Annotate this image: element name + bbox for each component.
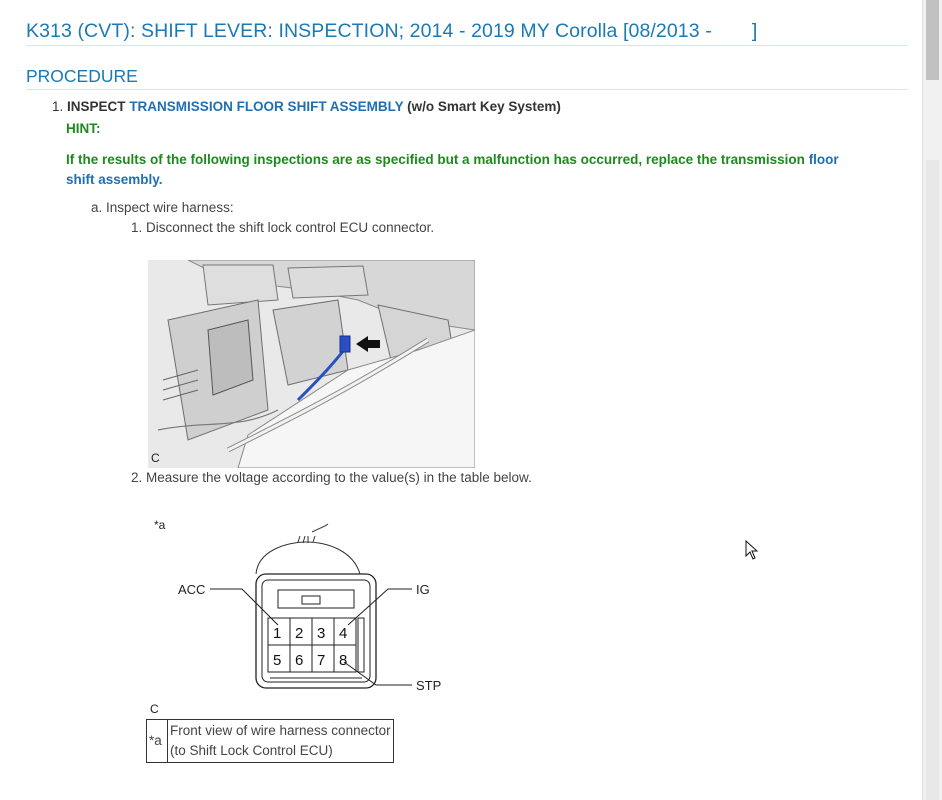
scrollbar-track[interactable] — [926, 160, 939, 800]
illustration-code: C — [151, 451, 160, 465]
transmission-floor-shift-assembly-link[interactable]: TRANSMISSION FLOOR SHIFT ASSEMBLY — [129, 99, 404, 114]
substep-a: a. Inspect wire harness: — [91, 200, 234, 215]
step-1 — [52, 99, 561, 114]
scrollbar-thumb[interactable] — [926, 0, 939, 80]
label-ig: IG — [416, 582, 430, 597]
step-1-suffix: (w/o Smart Key System) — [407, 99, 561, 114]
hint-body: If the results of the following inspections are as specified but a malfunction has occurred, replace the transmission — [66, 152, 805, 167]
mouse-cursor-icon — [745, 540, 759, 560]
step-1-prefix: INSPECT — [67, 99, 126, 114]
section-heading-procedure: PROCEDURE — [26, 66, 908, 90]
pin-4: 4 — [339, 625, 348, 642]
legend-line-1: Front view of wire harness connector — [170, 723, 391, 738]
label-acc: ACC — [178, 582, 206, 597]
legend-key: *a — [147, 720, 168, 763]
document-title-end: ] — [751, 20, 758, 42]
diagram-marker: *a — [154, 518, 166, 532]
substep-1: 1. Disconnect the shift lock control ECU connector. — [131, 220, 435, 235]
substep-2: 2. Measure the voltage according to the value(s) in the table below. — [131, 470, 532, 485]
legend-description — [168, 720, 394, 763]
legend-line-2: (to Shift Lock Control ECU) — [170, 743, 333, 758]
document-title-text: K313 (CVT): SHIFT LEVER: INSPECTION; 2014 - 2019 MY Corolla [08/2013 - — [26, 20, 712, 42]
pin-6: 6 — [295, 652, 304, 669]
pin-2: 2 — [295, 625, 304, 642]
diagram-legend-table — [146, 719, 394, 763]
pin-7: 7 — [317, 652, 326, 669]
step-1-number: 1. — [52, 99, 64, 114]
hint-label: HINT: — [66, 121, 101, 136]
connector-location-illustration — [148, 260, 475, 468]
vertical-scrollbar[interactable] — [922, 0, 942, 800]
document-title — [26, 20, 908, 46]
label-stp: STP — [416, 678, 442, 693]
pin-5: 5 — [273, 652, 282, 669]
pin-8: 8 — [339, 652, 348, 669]
pin-3: 3 — [317, 625, 326, 642]
floor-shift-assembly-link[interactable]: floor shift assembly. — [66, 152, 839, 187]
diagram-code: C — [150, 702, 159, 716]
connector-pinout-diagram — [148, 512, 478, 702]
pin-1: 1 — [273, 625, 282, 642]
hint-text — [66, 150, 866, 190]
